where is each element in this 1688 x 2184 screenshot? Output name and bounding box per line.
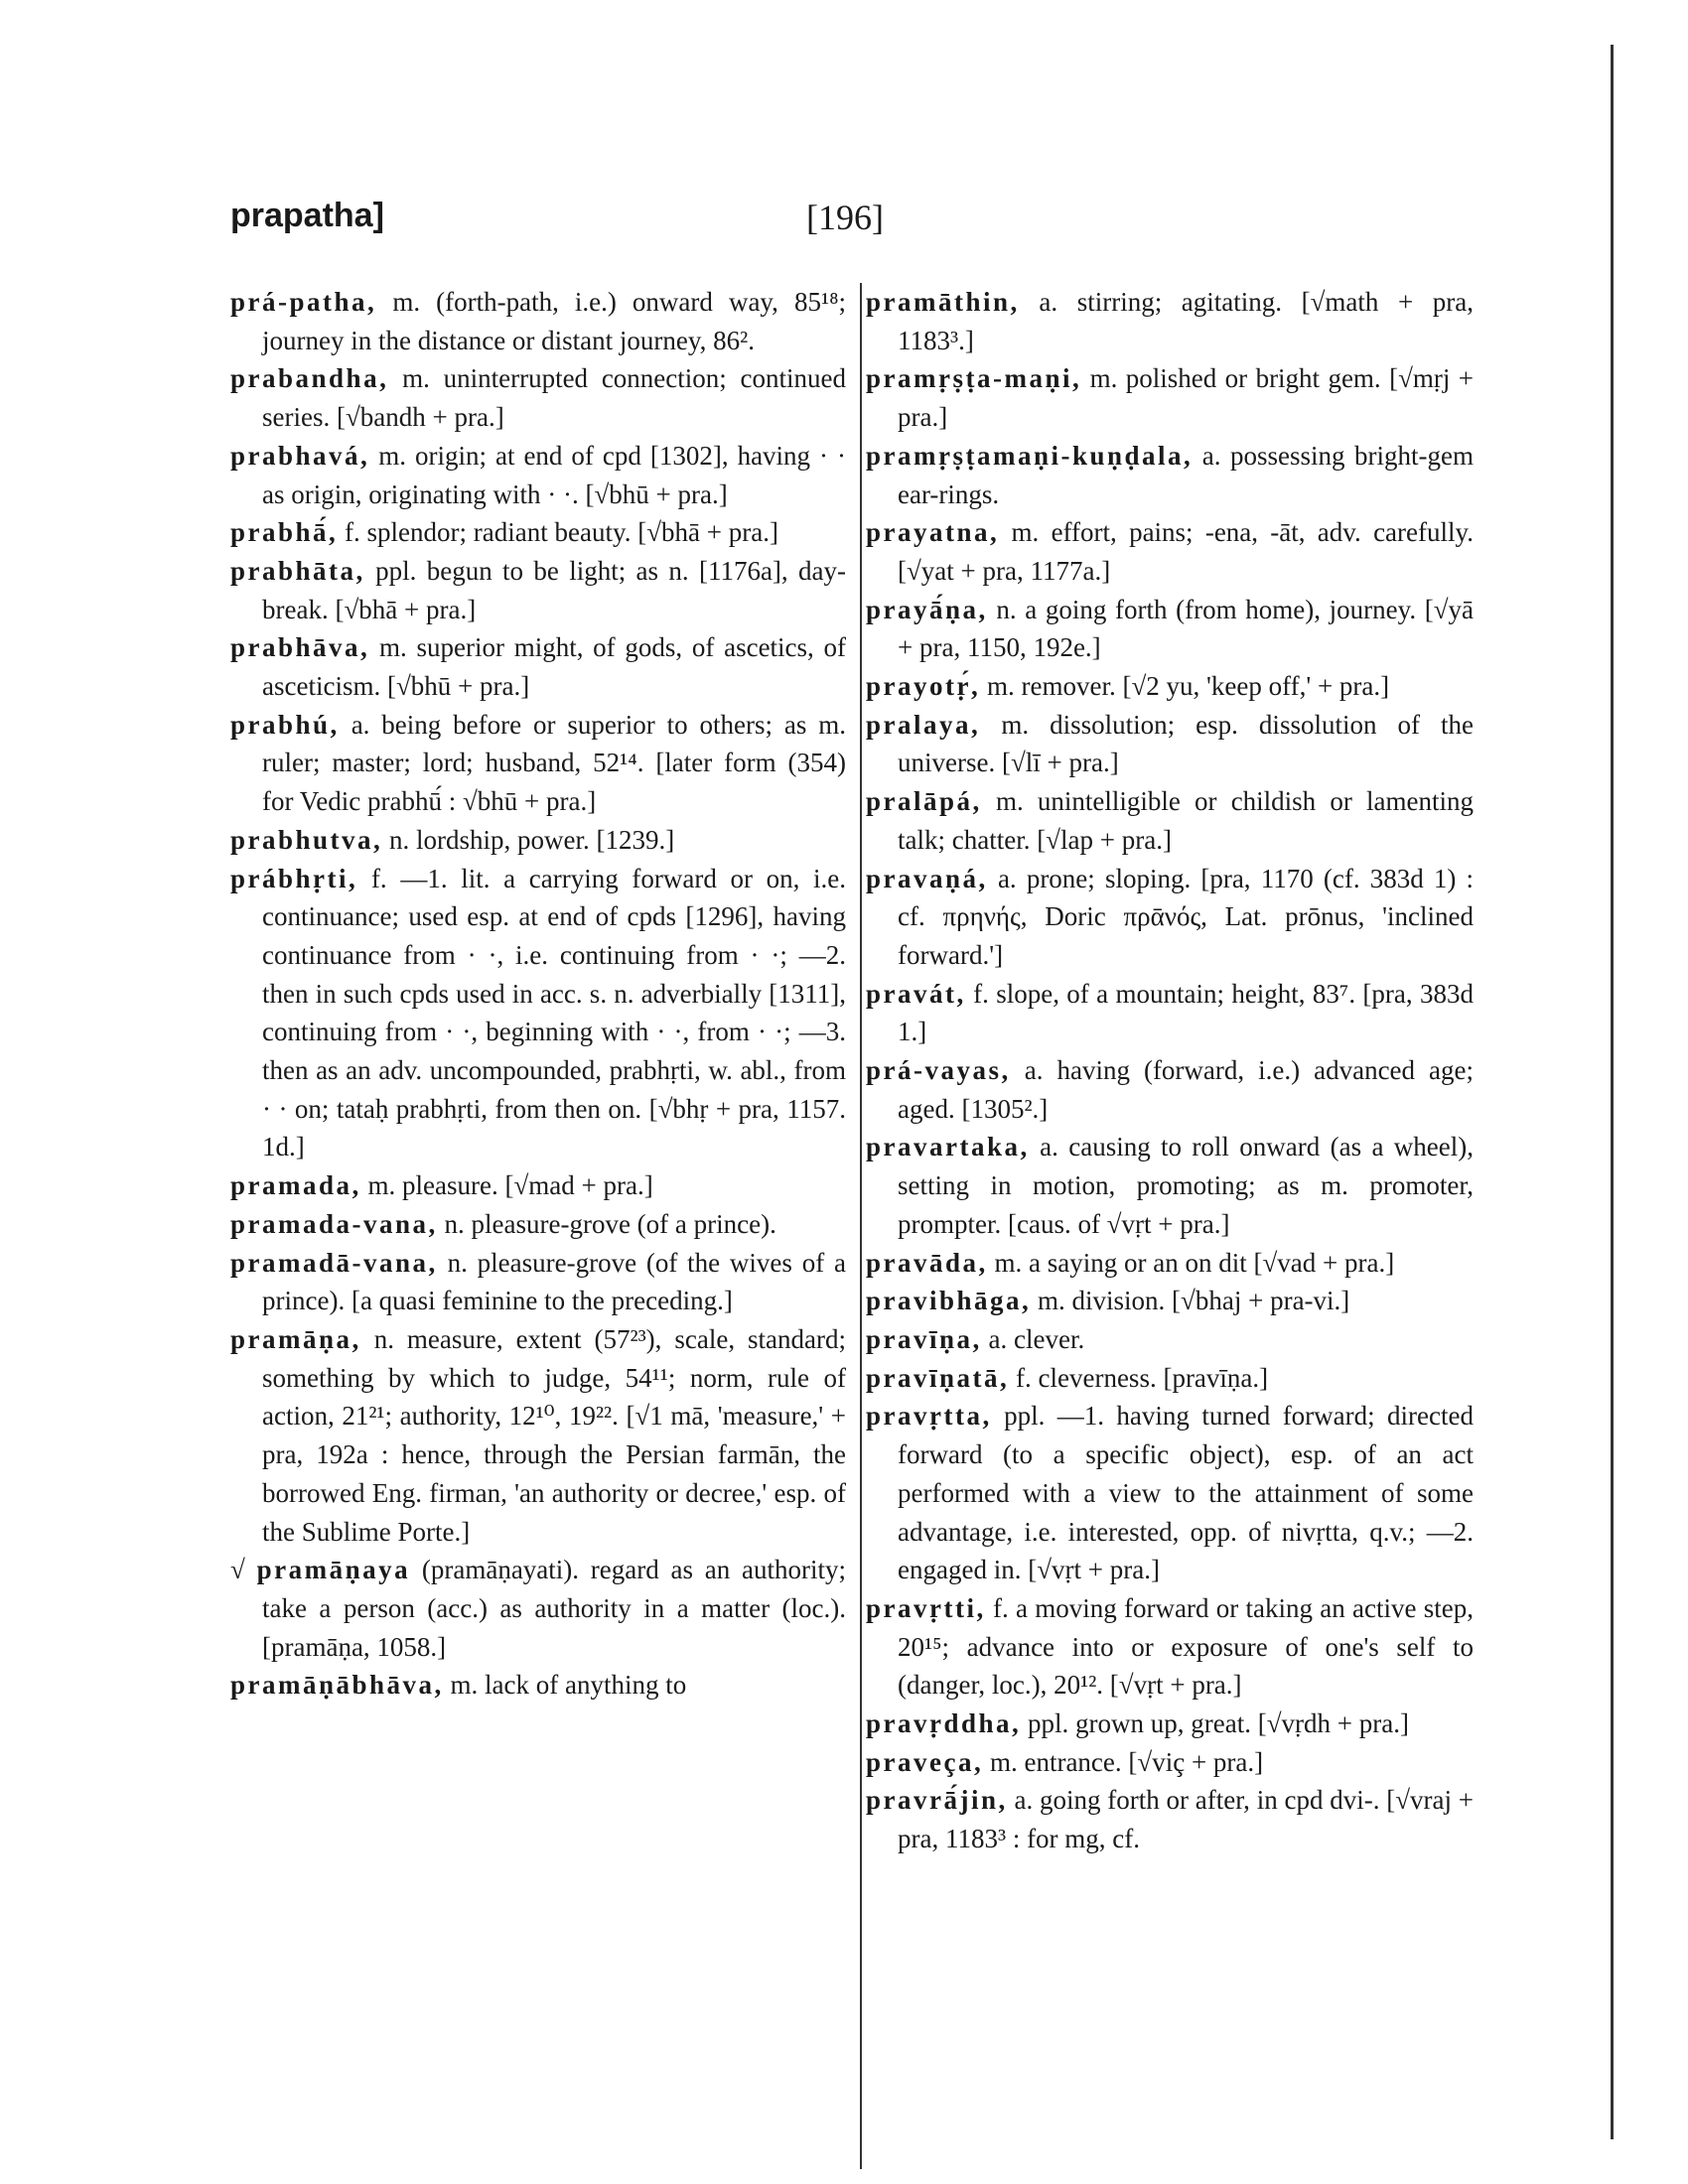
- entry-headword: prabhā́,: [230, 517, 339, 548]
- entry-definition: n. measure, extent (57²³), scale, standard; something by which to judge, 54¹¹; norm, rule of action, 21²¹; authority, 12¹⁰, 19²². [√1 mā, 'measure,' + pra, 192a : hence, through the Persian farmān, the borrowed Eng. firman, 'an authority or decree,' esp. of the Sublime Porte.]: [262, 1323, 846, 1547]
- entry-definition: ppl. begun to be light; as n. [1176a], day-break. [√bhā + pra.]: [262, 555, 846, 624]
- dictionary-entry: [866, 1359, 1474, 1398]
- page-edge-rule: [1611, 45, 1614, 2139]
- dictionary-entry: [866, 1244, 1474, 1283]
- entry-headword: pravartaka,: [866, 1132, 1030, 1162]
- entry-definition: ppl. —1. having turned forward; directed forward (to a specific object), esp. of an act performed with a view to the attainment of some advantage, i.e. interested, opp. of nivṛtta, q.v.; —2. engaged in. [√vṛt + pra.]: [898, 1401, 1474, 1585]
- dictionary-entry: [866, 283, 1474, 359]
- entry-headword: pravaṇá,: [866, 863, 988, 893]
- dictionary-entry: [230, 513, 846, 552]
- entry-headword: pravāda,: [866, 1247, 988, 1278]
- entry-definition: m. lack of anything to: [450, 1670, 687, 1701]
- entry-definition: m. (forth-path, i.e.) onward way, 85¹⁸; journey in the distance or distant journey, 86².: [262, 287, 846, 355]
- entry-headword: pravīṇa,: [866, 1323, 982, 1354]
- entry-definition: m. polished or bright gem. [√mṛj + pra.]: [898, 363, 1475, 433]
- entry-definition: a. causing to roll onward (as a wheel), setting in motion, promoting; as m. promoter, prompter. [caus. of √vṛt + pra.]: [898, 1132, 1475, 1239]
- entry-headword: pramāṇābhāva,: [230, 1670, 444, 1701]
- dictionary-entry: [866, 513, 1474, 590]
- entry-definition: m. unintelligible or childish or lamenting talk; chatter. [√lap + pra.]: [898, 786, 1474, 855]
- entry-definition: m. entrance. [√viç + pra.]: [989, 1746, 1264, 1777]
- entry-headword: praveça,: [866, 1746, 984, 1777]
- entry-headword: prabandha,: [230, 363, 389, 394]
- entry-headword: pramāṇaya: [256, 1555, 411, 1585]
- dictionary-entry: [230, 1320, 846, 1551]
- dictionary-entry: [230, 860, 846, 1167]
- dictionary-entry: [230, 283, 846, 359]
- entry-headword: pravṛtti,: [866, 1592, 986, 1623]
- entry-definition: m. effort, pains; -ena, -āt, adv. carefully. [√yat + pra, 1177a.]: [898, 517, 1474, 586]
- entry-headword: pravrā́jin,: [866, 1785, 1008, 1816]
- dictionary-entry: [230, 628, 846, 705]
- entry-definition: a. clever.: [988, 1323, 1085, 1354]
- dictionary-entry: [230, 1166, 846, 1205]
- entry-headword: prabhāta,: [230, 555, 365, 586]
- dictionary-entry: [230, 706, 846, 821]
- entry-headword: pravīṇatā,: [866, 1362, 1010, 1393]
- entry-definition: m. origin; at end of cpd [1302], having · · as origin, originating with · ·. [√bhū + pra.]: [262, 440, 846, 509]
- entry-definition: m. dissolution; esp. dissolution of the universe. [√lī + pra.]: [898, 709, 1475, 778]
- entry-definition: f. cleverness. [pravīṇa.]: [1016, 1362, 1269, 1393]
- entry-definition: f. slope, of a mountain; height, 83⁷. [pra, 383d 1.]: [898, 978, 1474, 1047]
- dictionary-entry: [230, 821, 846, 860]
- entry-definition: n. a going forth (from home), journey. [√yā + pra, 1150, 192e.]: [898, 594, 1475, 663]
- dictionary-entry: [230, 552, 846, 628]
- entry-definition: a. going forth or after, in cpd dvi-. [√vraj + pra, 1183³ : for mg, cf.: [898, 1785, 1475, 1854]
- dictionary-entry: [866, 1397, 1474, 1589]
- entry-headword: pralaya,: [866, 709, 981, 740]
- dictionary-entry: [230, 437, 846, 513]
- entry-headword: pravát,: [866, 978, 966, 1009]
- entry-headword: prabhāva,: [230, 632, 370, 663]
- dictionary-entry: [230, 1205, 846, 1244]
- entry-headword: pralāpá,: [866, 786, 982, 817]
- dictionary-entry: [866, 1781, 1474, 1857]
- entry-headword: pramada-vana,: [230, 1208, 438, 1239]
- dictionary-entry: [866, 1128, 1474, 1243]
- entry-headword: prayatna,: [866, 517, 1000, 548]
- dictionary-entry: [866, 706, 1474, 782]
- entry-definition: n. pleasure-grove (of a prince).: [444, 1208, 776, 1239]
- dictionary-entry: [866, 1051, 1474, 1128]
- entry-definition: m. division. [√bhaj + pra-vi.]: [1038, 1286, 1350, 1316]
- column-divider: [860, 283, 862, 2169]
- entry-headword: prá-vayas,: [866, 1055, 1011, 1086]
- dictionary-entry: [866, 437, 1474, 513]
- root-sign: √: [230, 1555, 245, 1585]
- entry-headword: pramada,: [230, 1170, 361, 1201]
- dictionary-entry: [866, 667, 1474, 706]
- entry-headword: prayotṛ́,: [866, 671, 981, 702]
- page-number: [196]: [806, 198, 884, 237]
- dictionary-entry: [866, 860, 1474, 975]
- running-head: prapatha]: [230, 197, 384, 234]
- dictionary-entry: [866, 1743, 1474, 1782]
- entry-definition: a. having (forward, i.e.) advanced age; aged. [1305².]: [898, 1055, 1474, 1124]
- dictionary-entry: [230, 359, 846, 436]
- entry-definition: (pramāṇayati). regard as an authority; take a person (acc.) as authority in a matter (loc.). [pramāṇa, 1058.]: [262, 1555, 846, 1662]
- entry-definition: ppl. grown up, great. [√vṛdh + pra.]: [1028, 1708, 1409, 1739]
- dictionary-entry: [866, 591, 1474, 667]
- dictionary-entry: [866, 782, 1474, 859]
- dictionary-entry: [230, 1666, 846, 1705]
- dictionary-entry: [866, 1320, 1474, 1359]
- dictionary-entry: [230, 1244, 846, 1320]
- entry-definition: f. a moving forward or taking an active step, 20¹⁵; advance into or exposure of one's self to (danger, loc.), 20¹². [√vṛt + pra.]: [898, 1592, 1475, 1701]
- entry-headword: prabhutva,: [230, 824, 383, 855]
- dictionary-entry: [866, 1589, 1474, 1705]
- entry-definition: a. prone; sloping. [pra, 1170 (cf. 383d 1) : cf. πρηνής, Doric πρᾱνός, Lat. prōnus, 'inclined forward.']: [898, 863, 1474, 970]
- entry-headword: pramadā-vana,: [230, 1247, 438, 1278]
- dictionary-entry: [866, 1705, 1474, 1743]
- entry-definition: a. being before or superior to others; as m. ruler; master; lord; husband, 52¹⁴. [later form (354) for Vedic prabhū́ : √bhū + pra.]: [262, 709, 846, 817]
- entry-definition: n. lordship, power. [1239.]: [389, 824, 675, 855]
- entry-definition: m. remover. [√2 yu, 'keep off,' + pra.]: [986, 671, 1390, 702]
- entry-definition: a. possessing bright-gem ear-rings.: [898, 440, 1474, 509]
- entry-definition: m. uninterrupted connection; continued series. [√bandh + pra.]: [262, 363, 846, 433]
- dictionary-entry: [866, 975, 1474, 1051]
- dictionary-entry: [866, 1282, 1474, 1320]
- entry-definition: f. splendor; radiant beauty. [√bhā + pra.]: [345, 517, 778, 548]
- entry-headword: pramāthin,: [866, 287, 1020, 317]
- right-column: [866, 283, 1474, 1858]
- entry-headword: pravibhāga,: [866, 1286, 1032, 1316]
- entry-definition: n. pleasure-grove (of the wives of a prince). [a quasi feminine to the preceding.]: [262, 1247, 847, 1316]
- entry-headword: pramṛṣṭa-maṇi,: [866, 363, 1082, 394]
- dictionary-entry: [866, 359, 1474, 436]
- entry-headword: pravṛtta,: [866, 1401, 992, 1432]
- entry-definition: a. stirring; agitating. [√math + pra, 1183³.]: [898, 287, 1475, 355]
- entry-definition: f. —1. lit. a carrying forward or on, i.e. continuance; used esp. at end of cpds [1296], having continuance from · ·, i.e. continuing from · ·; —2. then in such cpds used in acc. s. n. adverbially [1311], continuing from · ·, beginning with · ·, from · ·; —3. then as an adv. uncompounded, prabhṛti, w. abl., from · · on; tataḥ prabhṛti, from then on. [√bhṛ + pra, 1157. 1d.]: [262, 863, 846, 1162]
- page-header: [230, 197, 1238, 256]
- entry-headword: prábhṛti,: [230, 863, 358, 893]
- entry-headword: prayā́ṇa,: [866, 594, 988, 624]
- entry-headword: prabhú,: [230, 709, 340, 740]
- left-column: [230, 283, 846, 1705]
- entry-definition: m. pleasure. [√mad + pra.]: [367, 1170, 653, 1201]
- entry-headword: pramṛṣṭamaṇi-kuṇḍala,: [866, 440, 1194, 471]
- entry-headword: pravṛddha,: [866, 1708, 1022, 1739]
- entry-headword: prá-patha,: [230, 287, 377, 317]
- entry-definition: m. superior might, of gods, of ascetics, of asceticism. [√bhū + pra.]: [262, 632, 847, 702]
- dictionary-entry: [230, 1551, 846, 1666]
- entry-headword: pramāṇa,: [230, 1323, 361, 1354]
- entry-headword: prabhavá,: [230, 440, 370, 471]
- entry-definition: m. a saying or an on dit [√vad + pra.]: [994, 1247, 1395, 1278]
